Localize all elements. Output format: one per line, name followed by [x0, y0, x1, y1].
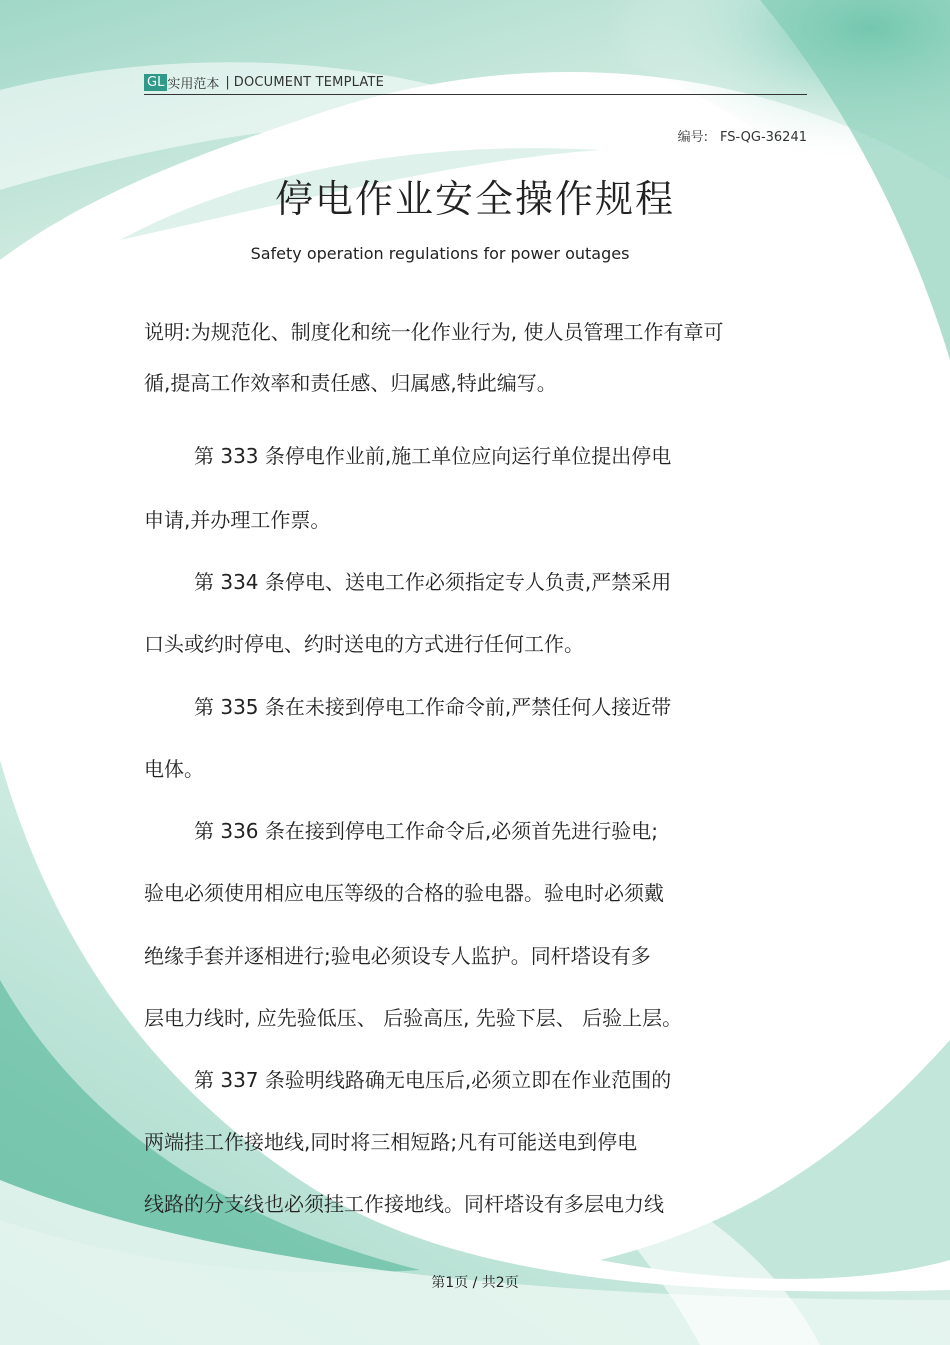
document-header — [144, 70, 807, 95]
body-line: 循,提高工作效率和责任感、归属感,特此编写。 — [144, 371, 557, 395]
body-line: 层电力线时, 应先验低压、 后验高压, 先验下层、 后验上层。 — [144, 1006, 683, 1030]
document-number-label: 编号: — [677, 130, 708, 145]
body-line: 绝缘手套并逐相进行;验电必须设专人监护。同杆塔设有多 — [144, 944, 651, 968]
page-title: 停电作业安全操作规程 — [274, 177, 675, 221]
document-number — [678, 126, 807, 145]
body-line: 申请,并办理工作票。 — [144, 508, 331, 532]
body-line: 两端挂工作接地线,同时将三相短路;凡有可能送电到停电 — [144, 1130, 638, 1154]
body-line: 说明:为规范化、制度化和统一化作业行为, 使人员管理工作有章可 — [144, 320, 724, 344]
body-line: 第 337 条验明线路确无电压后,必须立即在作业范围的 — [194, 1068, 672, 1092]
document-number-value: FS-QG-36241 — [719, 130, 807, 145]
header-label-cn: 实用范本 — [167, 76, 220, 92]
page-subtitle: Safety operation regulations for power outages — [250, 244, 630, 263]
body-line: 线路的分支线也必须挂工作接地线。同杆塔设有多层电力线 — [144, 1192, 664, 1216]
body-line: 第 335 条在未接到停电工作命令前,严禁任何人接近带 — [194, 695, 672, 719]
body-line: 口头或约时停电、约时送电的方式进行任何工作。 — [144, 632, 584, 656]
body-line: 电体。 — [144, 757, 204, 781]
gl-badge: GL — [144, 74, 167, 91]
header-label-en: DOCUMENT TEMPLATE — [233, 74, 384, 90]
body-line: 第 334 条停电、送电工作必须指定专人负责,严禁采用 — [194, 570, 672, 594]
page-footer: 第1页 / 共2页 — [431, 1275, 519, 1291]
body-line: 第 336 条在接到停电工作命令后,必须首先进行验电; — [194, 819, 658, 843]
header-separator: | — [225, 74, 230, 90]
body-line: 验电必须使用相应电压等级的合格的验电器。验电时必须戴 — [144, 881, 664, 905]
body-line: 第 333 条停电作业前,施工单位应向运行单位提出停电 — [194, 444, 672, 468]
